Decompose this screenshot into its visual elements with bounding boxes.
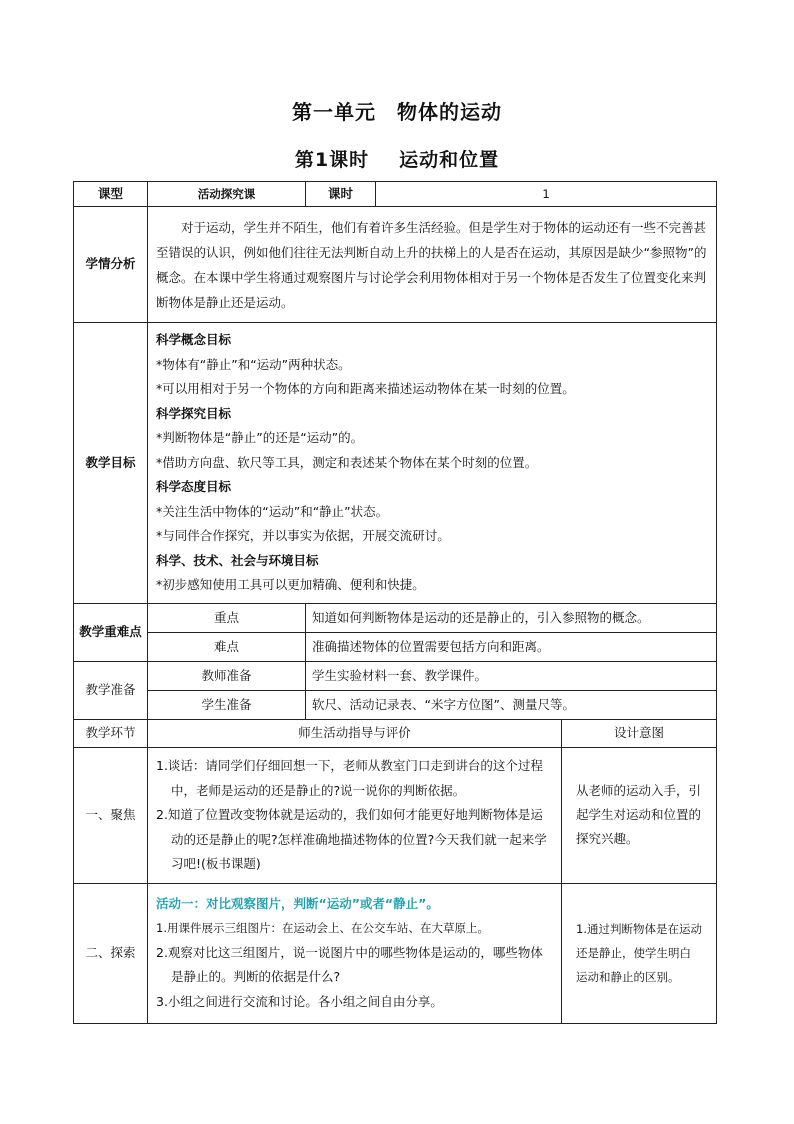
stage-explore-content (148, 883, 562, 1023)
unit-title: 第一单元 物体的运动 (292, 100, 502, 124)
focus-step: 1.谈话：请同学们仔细回想一下，老师从教室门口走到讲台的这个过程中，老师是运动的还是静止的?说一说你的判断依据。 (156, 758, 543, 798)
student-analysis-text: 对于运动，学生并不陌生，他们有着许多生活经验。但是学生对于物体的运动还有一些不完善甚至错误的认识，例如他们往往无法判断自动上升的扶梯上的人是否在运动，其原因是缺少“参照物”的概念。在本课中学生将通过观察图片与讨论学会利用物体相对于另一个物体是否发生了位置变化来判断物体是静止还是运动。 (148, 207, 717, 323)
difficulty-key: 难点 (148, 633, 306, 662)
lesson-title (0, 145, 794, 172)
header-row (74, 182, 717, 207)
stage-explore-label: 二、探索 (74, 883, 148, 1023)
stage-focus-row (74, 748, 717, 884)
activity-heading: 活动一：对比观察图片，判断“运动”或者“静止”。 (156, 895, 439, 911)
process-header-row (74, 720, 717, 748)
goal-item: *与同伴合作探究，并以事实为依据，开展交流研讨。 (156, 528, 450, 544)
stage-explore-intent: 1.通过判断物体是在运动还是静止，使学生明白运动和静止的区别。 (562, 883, 717, 1023)
lesson-type-label: 课型 (74, 182, 148, 207)
process-header-activity: 师生活动指导与评价 (148, 720, 562, 748)
lesson-number: 第1课时 (294, 149, 370, 171)
focus-step: 2.知道了位置改变物体就是运动的，我们如何才能更好地判断物体是运动的还是静止的呢?怎样准确地描述物体的位置?今天我们就一起来学习吧!(板书课题) (156, 807, 547, 871)
teacher-prep-value: 学生实验材料一套、教学课件。 (306, 662, 717, 691)
stage-focus-content (148, 748, 562, 884)
student-prep-key: 学生准备 (148, 691, 306, 720)
difficulty-row (74, 633, 717, 662)
lesson-type-value: 活动探究课 (148, 182, 306, 207)
goal-heading: 科学概念目标 (156, 332, 232, 348)
goal-item: *物体有“静止”和“运动”两种状态。 (156, 356, 351, 372)
goal-item: *关注生活中物体的“运动”和“静止”状态。 (156, 503, 389, 519)
student-analysis-label: 学情分析 (74, 207, 148, 323)
key-point-value: 知道如何判断物体是运动的还是静止的，引入参照物的概念。 (306, 604, 717, 633)
difficulty-value: 准确描述物体的位置需要包括方向和距离。 (306, 633, 717, 662)
stage-explore-row (74, 883, 717, 1023)
goal-item: *初步感知使用工具可以更加精确、便利和快捷。 (156, 577, 425, 593)
goal-item: *借助方向盘、软尺等工具，测定和表述某个物体在某个时刻的位置。 (156, 454, 538, 470)
goals-content (148, 323, 717, 604)
goals-label: 教学目标 (74, 323, 148, 604)
prep-label: 教学准备 (74, 662, 148, 720)
explore-step: 2.观察对比这三组图片，说一说图片中的哪些物体是运动的，哪些物体是静止的。判断的依据是什么? (156, 944, 543, 985)
goal-heading: 科学探究目标 (156, 405, 232, 421)
teacher-prep-key: 教师准备 (148, 662, 306, 691)
key-point-row (74, 604, 717, 633)
stage-focus-label: 一、聚焦 (74, 748, 148, 884)
goals-row (74, 323, 717, 604)
student-analysis-row (74, 207, 717, 323)
lesson-plan-table (73, 181, 717, 1024)
explore-step: 1.用课件展示三组图片：在运动会上、在公交车站、在大草原上。 (156, 921, 489, 936)
process-header-intent: 设计意图 (562, 720, 717, 748)
process-header-stage: 教学环节 (74, 720, 148, 748)
key-point-key: 重点 (148, 604, 306, 633)
lesson-hours-label: 课时 (306, 182, 376, 207)
goal-item: *可以用相对于另一个物体的方向和距离来描述运动物体在某一时刻的位置。 (156, 381, 575, 397)
teacher-prep-row (74, 662, 717, 691)
goal-item: *判断物体是“静止”的还是“运动”的。 (156, 430, 364, 446)
lesson-name: 运动和位置 (399, 149, 500, 171)
lesson-hours-value: 1 (376, 182, 717, 207)
explore-step: 3.小组之间进行交流和讨论。各小组之间自由分享。 (156, 993, 443, 1009)
goal-heading: 科学、技术、社会与环境目标 (156, 552, 319, 568)
stage-focus-intent: 从老师的运动入手，引起学生对运动和位置的探究兴趣。 (562, 748, 717, 884)
student-prep-value: 软尺、活动记录表、“米字方位图”、测量尺等。 (306, 691, 717, 720)
student-prep-row (74, 691, 717, 720)
key-points-label: 教学重难点 (74, 604, 148, 662)
goal-heading: 科学态度目标 (156, 479, 232, 495)
